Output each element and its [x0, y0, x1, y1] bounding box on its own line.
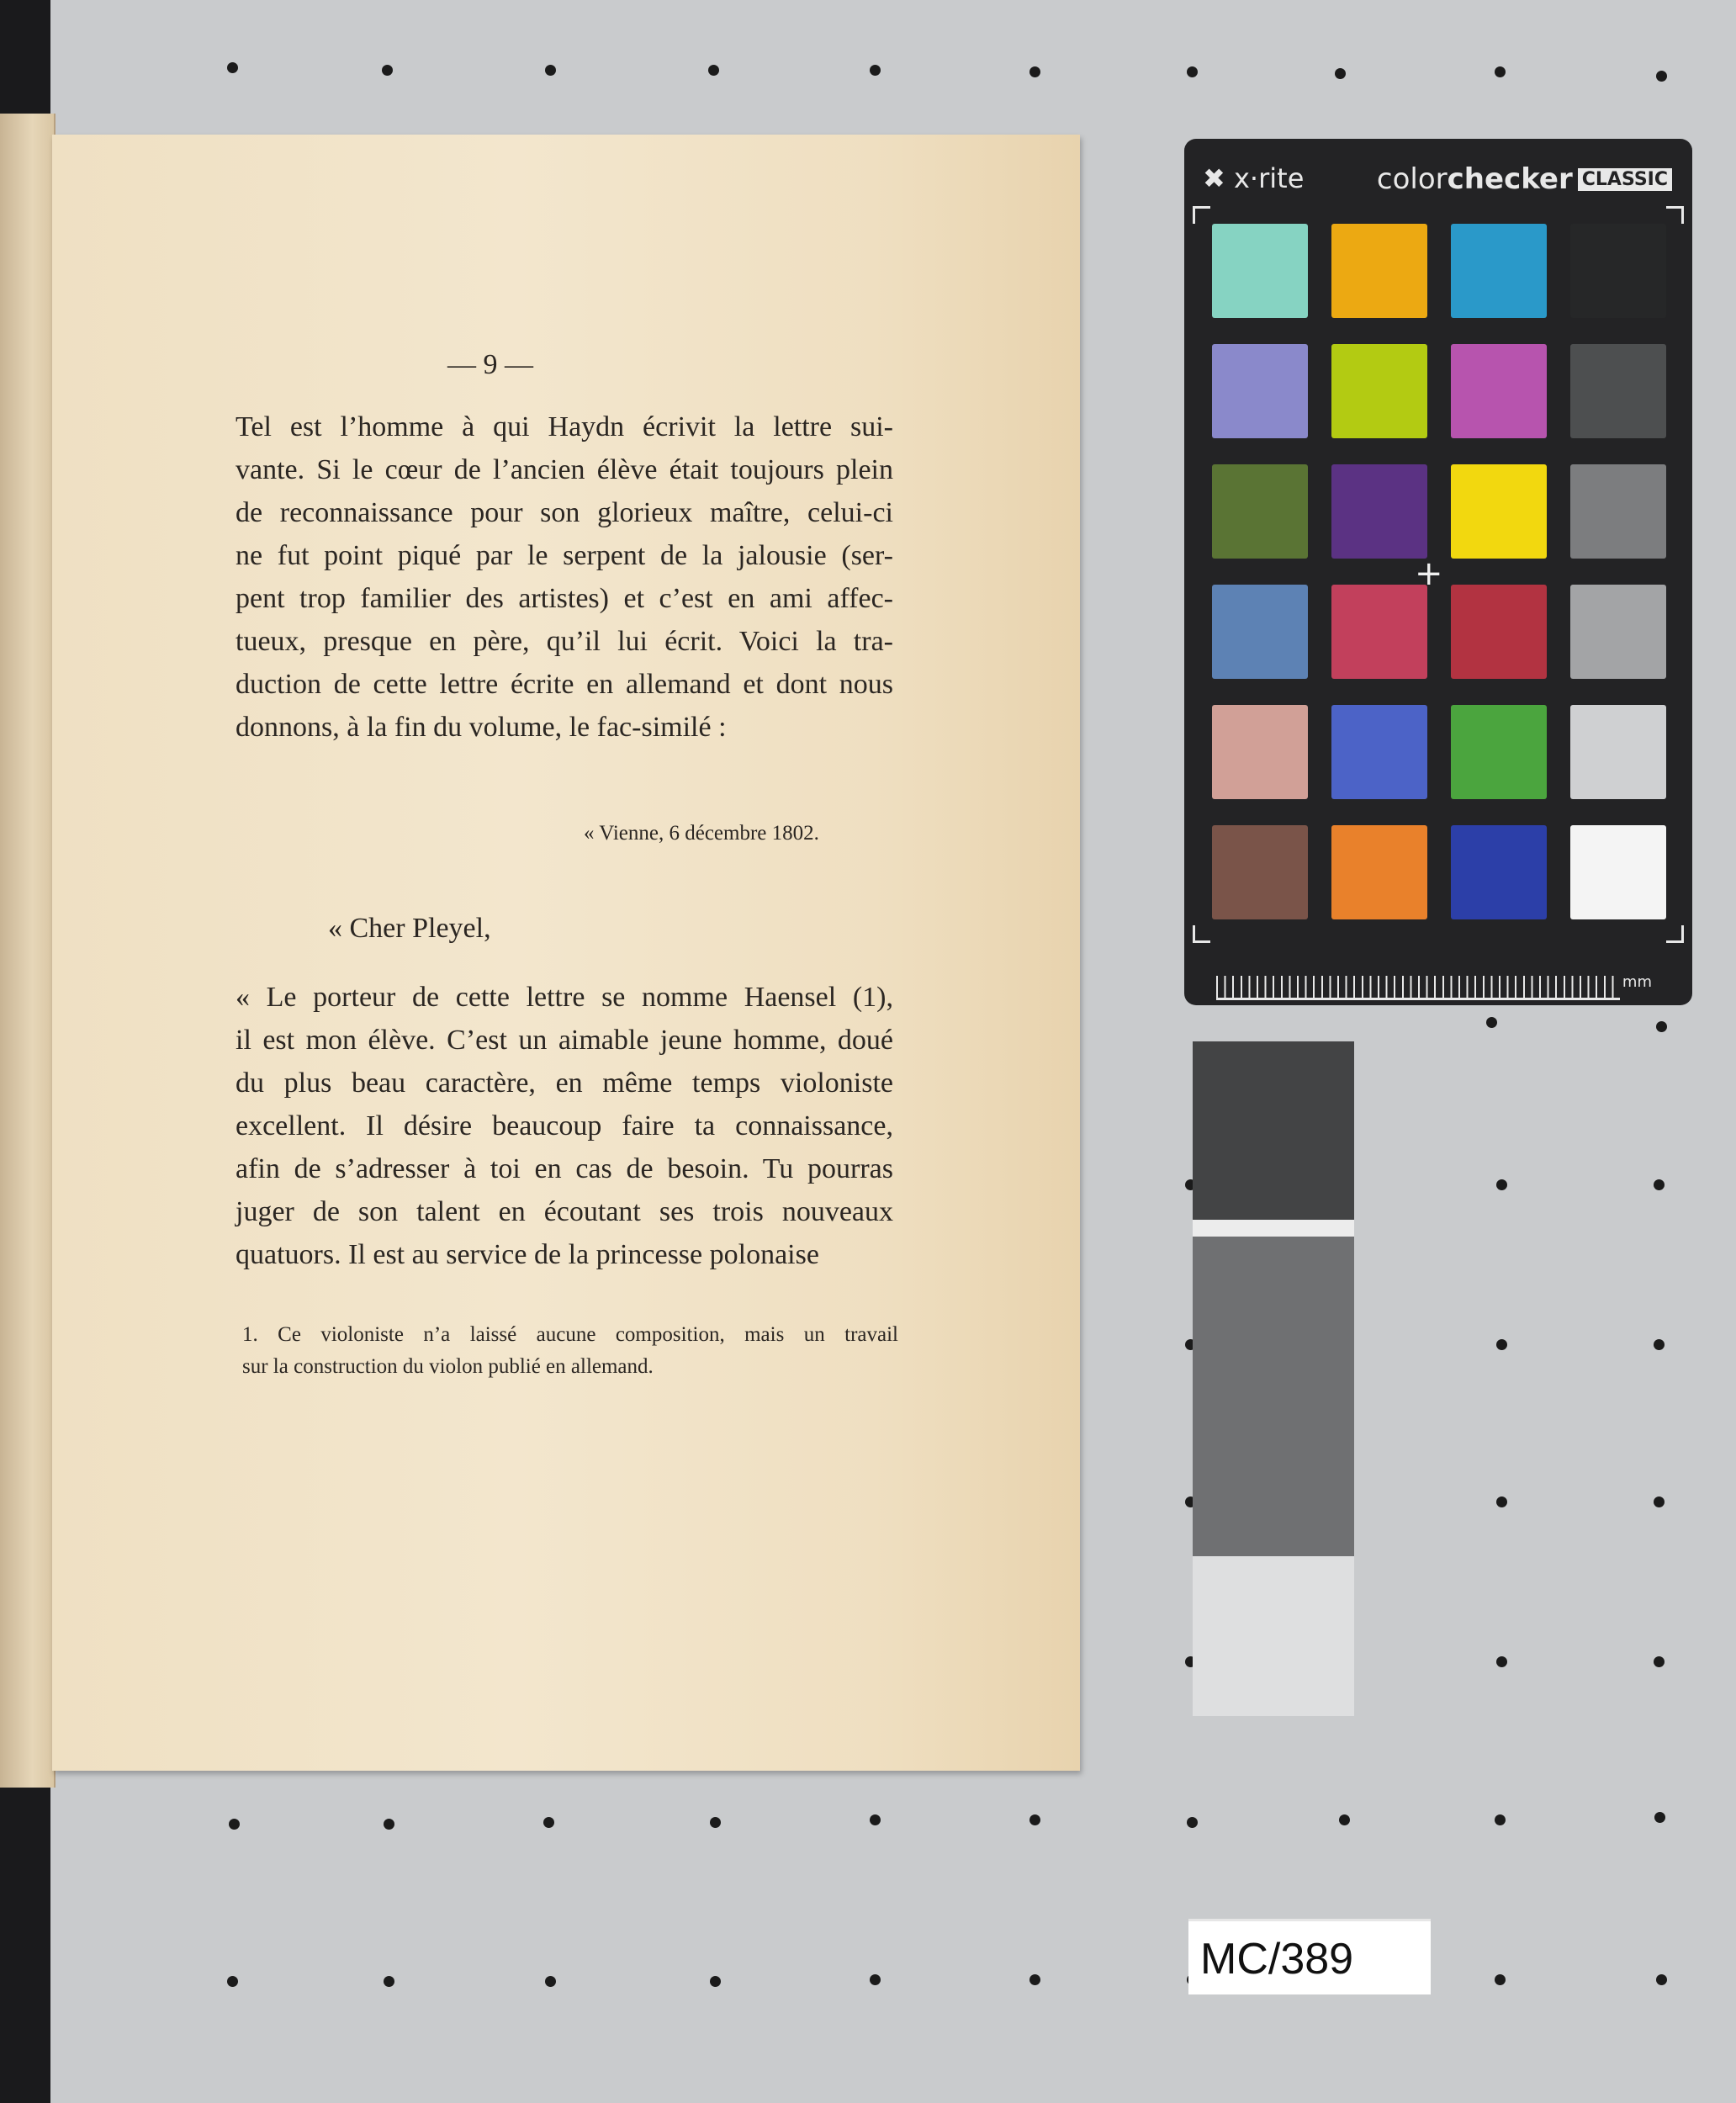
text-line: il est mon élève. C’est un aimable jeune homme, doué [236, 1025, 893, 1056]
pegboard-hole [870, 65, 881, 76]
pegboard-hole [1339, 1814, 1350, 1825]
pegboard-hole [1495, 1974, 1506, 1985]
color-swatch [1331, 585, 1427, 679]
pegboard-hole [1495, 1814, 1506, 1825]
pegboard-hole [227, 62, 238, 73]
grey-patch-mid [1193, 1237, 1354, 1556]
color-swatch [1570, 224, 1666, 318]
color-swatch [1331, 224, 1427, 318]
color-swatch [1570, 585, 1666, 679]
pegboard-hole [870, 1814, 881, 1825]
ruler-unit: mm [1622, 973, 1652, 991]
pegboard-hole [1656, 71, 1667, 82]
text-line: afin de s’adresser à toi en cas de besoin. Tu pourras [236, 1153, 893, 1184]
color-swatch [1212, 224, 1308, 318]
crop-corner [1193, 206, 1210, 224]
pegboard-hole [1029, 66, 1040, 77]
text-line: juger de son talent en écoutant ses trois nouveaux [236, 1196, 893, 1227]
pegboard-hole [1187, 66, 1198, 77]
pegboard-hole [1486, 1017, 1497, 1028]
color-swatch [1451, 705, 1547, 799]
pegboard-hole [384, 1976, 394, 1987]
pegboard-hole [1496, 1656, 1507, 1667]
crop-corner [1193, 925, 1210, 943]
pegboard-hole [710, 1976, 721, 1987]
crop-corner [1666, 925, 1684, 943]
colorchecker-logo: colorchecker CLASSIC [1377, 162, 1672, 196]
crop-corner [1666, 206, 1684, 224]
color-swatch [1212, 825, 1308, 919]
pegboard-hole [1335, 68, 1346, 79]
pegboard-hole [710, 1817, 721, 1828]
color-checker-card [1184, 139, 1692, 1005]
text-line: du plus beau caractère, en même temps violoniste [236, 1067, 893, 1099]
text-line: duction de cette lettre écrite en allemand et dont nous [236, 669, 893, 700]
pegboard-hole [384, 1819, 394, 1830]
color-swatch [1331, 464, 1427, 559]
color-swatch [1451, 464, 1547, 559]
pegboard-hole [708, 65, 719, 76]
color-swatch [1570, 464, 1666, 559]
text-line: de reconnaissance pour son glorieux maître, celui-ci [236, 497, 893, 528]
text-line: vante. Si le cœur de l’ancien élève était toujours plein [236, 454, 893, 485]
grey-patch-separator [1193, 1220, 1354, 1237]
color-swatch [1570, 705, 1666, 799]
text-line: pent trop familier des artistes) et c’est en ami affec- [236, 583, 893, 614]
color-swatch [1212, 344, 1308, 438]
previous-page-edge [0, 114, 56, 1788]
pegboard-hole [870, 1974, 881, 1985]
text-line: « Le porteur de cette lettre se nomme Haensel (1), [236, 982, 893, 1013]
pegboard-hole [227, 1976, 238, 1987]
color-swatch [1451, 344, 1547, 438]
pegboard-hole [1654, 1496, 1665, 1507]
text-line: tueux, presque en père, qu’il lui écrit. Voici la tra- [236, 626, 893, 657]
text-line: Tel est l’homme à qui Haydn écrivit la lettre sui- [236, 411, 893, 442]
text-line: excellent. Il désire beaucoup faire ta connaissance, [236, 1110, 893, 1142]
text-line: quatuors. Il est au service de la princesse polonaise [236, 1239, 819, 1270]
paragraph-intro [236, 405, 893, 749]
color-swatch [1451, 224, 1547, 318]
letter-dateline: « Vienne, 6 décembre 1802. [584, 822, 819, 845]
pegboard-hole [1495, 66, 1506, 77]
grey-scale-strip [1193, 1041, 1354, 1716]
pegboard-hole [1496, 1339, 1507, 1350]
letter-salutation: « Cher Pleyel, [328, 913, 491, 944]
pegboard-hole [1654, 1179, 1665, 1190]
grey-patch-dark [1193, 1041, 1354, 1220]
color-swatch [1331, 705, 1427, 799]
pegboard-hole [1029, 1974, 1040, 1985]
pegboard-hole [1656, 1974, 1667, 1985]
pegboard-hole [1654, 1339, 1665, 1350]
xrite-logo: ✖ x·rite [1203, 162, 1305, 194]
color-swatch [1451, 825, 1547, 919]
text-line: ne fut point piqué par le serpent de la jalousie (ser- [236, 540, 893, 571]
pegboard-hole [1496, 1496, 1507, 1507]
pegboard-hole [1029, 1814, 1040, 1825]
page-number: — 9 — [447, 349, 533, 380]
pegboard-hole [1654, 1656, 1665, 1667]
color-swatch [1570, 825, 1666, 919]
pegboard-hole [543, 1817, 554, 1828]
footnote [242, 1319, 898, 1383]
color-swatch [1212, 705, 1308, 799]
center-crosshair: + [1415, 554, 1443, 593]
footnote-line: sur la construction du violon publié en allemand. [242, 1355, 654, 1378]
pegboard-hole [1187, 1817, 1198, 1828]
paragraph-letter [236, 976, 893, 1276]
color-swatch [1212, 585, 1308, 679]
pegboard-hole [545, 1976, 556, 1987]
pegboard-hole [1656, 1021, 1667, 1032]
pegboard-hole [382, 65, 393, 76]
color-swatch [1331, 825, 1427, 919]
text-line: donnons, à la fin du volume, le fac-similé : [236, 712, 727, 743]
grey-patch-light [1193, 1556, 1354, 1716]
color-swatch [1570, 344, 1666, 438]
pegboard-hole [1654, 1812, 1665, 1823]
archive-label: MC/389 [1188, 1919, 1431, 1994]
color-swatch [1331, 344, 1427, 438]
footnote-line: 1. Ce violoniste n’a laissé aucune composition, mais un travail [242, 1323, 898, 1346]
color-swatch [1212, 464, 1308, 559]
book-page [52, 135, 1080, 1771]
color-swatch [1451, 585, 1547, 679]
mm-ruler [1216, 976, 1620, 1000]
pegboard-hole [229, 1819, 240, 1830]
pegboard-hole [1496, 1179, 1507, 1190]
pegboard-hole [545, 65, 556, 76]
